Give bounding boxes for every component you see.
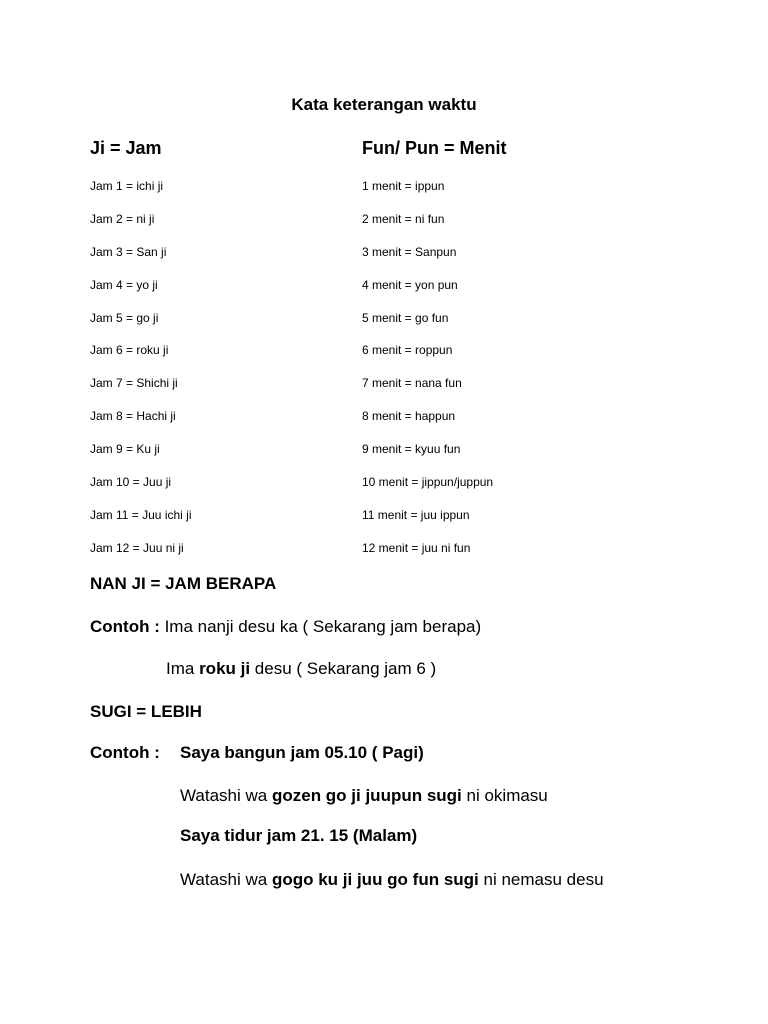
list-item: Jam 7 = Shichi ji (90, 376, 178, 391)
list-item: 1 menit = ippun (362, 179, 445, 193)
example-text: Ima (166, 659, 200, 678)
list-item: Jam 8 = Hachi ji (90, 409, 176, 424)
example-text: Watashi wa (180, 786, 272, 805)
list-item: 4 menit = yon pun (362, 277, 458, 292)
list-item: 9 menit = kyuu fun (362, 442, 461, 457)
list-item: Jam 9 = Ku ji (90, 442, 160, 457)
document-title: Kata keterangan waktu (291, 95, 477, 114)
list-item: 2 menit = ni fun (362, 211, 445, 226)
example-text: ni nemasu desu (478, 870, 604, 889)
list-item: 11 menit = juu ippun (362, 507, 470, 522)
example-text: Watashi wa (180, 870, 272, 889)
list-item: 12 menit = juu ni fun (362, 540, 471, 555)
list-item: 6 menit = roppun (362, 343, 453, 358)
example-text: desu ( Sekarang jam 6 ) (250, 659, 437, 678)
hours-header: Ji = Jam (90, 138, 162, 158)
example-1 (90, 617, 481, 637)
list-item: Jam 12 = Juu ni ji (90, 540, 184, 555)
list-item: 7 menit = nana fun (362, 376, 462, 391)
example-bold-text: gogo ku ji juu go fun sugi (271, 870, 479, 889)
list-item: 5 menit = go fun (362, 310, 449, 325)
example-text: ni okimasu (461, 786, 548, 805)
list-item: Jam 3 = San ji (90, 244, 167, 259)
list-item: Jam 4 = yo ji (90, 277, 158, 292)
minutes-header: Fun/ Pun = Menit (362, 138, 507, 158)
example-3b (180, 870, 604, 890)
example-2-text: Saya bangun jam 05.10 ( Pagi) (180, 743, 424, 762)
example-1b (166, 659, 436, 679)
example-2-label: Contoh : (90, 743, 160, 762)
list-item: Jam 2 = ni ji (90, 211, 155, 226)
example-label: Contoh : (90, 617, 160, 636)
nanji-heading: NAN JI = JAM BERAPA (90, 574, 277, 593)
list-item: 3 menit = Sanpun (362, 244, 457, 259)
list-item: 10 menit = jippun/juppun (362, 475, 494, 490)
example-bold-text: gozen go ji juupun sugi (271, 786, 462, 805)
hours-list (90, 178, 192, 573)
example-bold-text: roku ji (199, 659, 251, 678)
sugi-heading: SUGI = LEBIH (90, 702, 202, 721)
minutes-list (362, 178, 493, 573)
list-item: 8 menit = happun (362, 409, 456, 424)
list-item: Jam 1 = ichi ji (90, 179, 164, 193)
list-item: Jam 6 = roku ji (90, 343, 169, 358)
example-2b (180, 786, 548, 806)
example-3-text: Saya tidur jam 21. 15 (Malam) (180, 826, 418, 845)
example-text: Ima nanji desu ka ( Sekarang jam berapa) (159, 617, 482, 636)
list-item: Jam 10 = Juu ji (90, 475, 172, 490)
list-item: Jam 5 = go ji (90, 310, 159, 325)
list-item: Jam 11 = Juu ichi ji (90, 507, 192, 522)
